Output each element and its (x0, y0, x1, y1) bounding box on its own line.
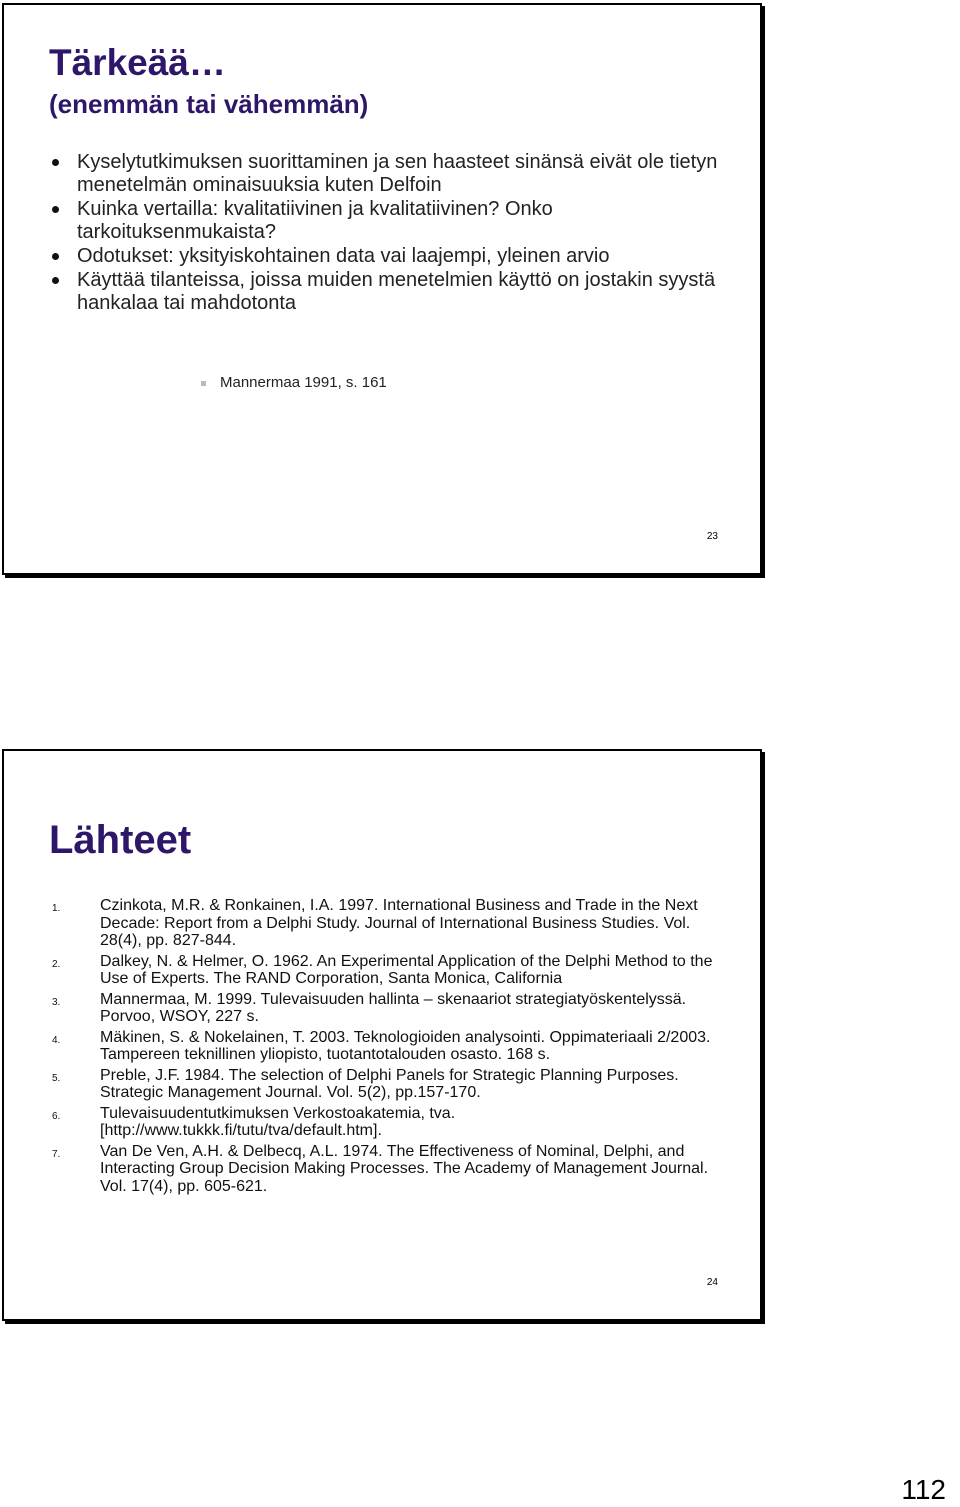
slide-subtitle: (enemmän tai vähemmän) (49, 89, 369, 119)
bullet-dot-icon (52, 277, 59, 284)
reference-item: 1. Czinkota, M.R. & Ronkainen, I.A. 1997. International Business and Trade in the Next Decade: Report from a Delphi Study. Journal of International Business Studies. Vol. 28(4), pp. 827-844. (52, 897, 698, 949)
square-bullet-icon (201, 381, 206, 386)
slide-page-number: 24 (706, 1277, 718, 1288)
bullet-list (50, 151, 740, 316)
bullet-dot-icon (52, 253, 59, 260)
bullet-item: Odotukset: yksityiskohtainen data vai laajempi, yleinen arvio (50, 245, 740, 268)
reference-item: 7. Van De Ven, A.H. & Delbecq, A.L. 1974. The Effectiveness of Nominal, Delphi, and Interacting Group Decision Making Processes. The Academy of Management Journal. Vol. 17(4), pp. 605-621. (52, 1142, 709, 1195)
bullet-item: Kyselytutkimuksen suorittaminen ja sen haasteet sinänsä eivät ole tietyn menetelmän ominaisuuksia kuten Delfoin (50, 151, 740, 197)
slide-23 (2, 3, 762, 575)
reference-item: 2. Dalkey, N. & Helmer, O. 1962. An Experimental Application of the Delphi Method to the Use of Experts. The RAND Corporation, Santa Monica, California (52, 952, 713, 987)
slide-title: Tärkeää… (49, 42, 226, 83)
reference-list (50, 897, 720, 1198)
slide-24 (2, 749, 762, 1321)
bullet-item: Kuinka vertailla: kvalitatiivinen ja kvalitatiivinen? Onko tarkoituksenmukaista? (50, 198, 740, 244)
reference-item: 3. Mannermaa, M. 1999. Tulevaisuuden hallinta – skenaariot strategiatyöskentelyssä. Porvoo, WSOY, 227 s. (52, 990, 687, 1025)
citation: Mannermaa 1991, s. 161 (201, 374, 387, 391)
reference-item: 5. Preble, J.F. 1984. The selection of Delphi Panels for Strategic Planning Purposes. Strategic Management Journal. Vol. 5(2), pp.157-170. (52, 1066, 679, 1101)
bullet-dot-icon (52, 159, 59, 166)
document-page-number: 112 (901, 1474, 946, 1505)
slide-page-number: 23 (706, 531, 718, 542)
reference-item: 6. Tulevaisuudentutkimuksen Verkostoakatemia, tva. [http://www.tukkk.fi/tutu/tva/default.htm]. (52, 1104, 456, 1139)
reference-item: 4. Mäkinen, S. & Nokelainen, T. 2003. Teknologioiden analysointi. Oppimateriaali 2/2003. Tampereen teknillinen yliopisto, tuotantotalouden osasto. 168 s. (52, 1028, 711, 1063)
bullet-dot-icon (52, 206, 59, 213)
slide-title: Lähteet (49, 818, 192, 862)
bullet-item: Käyttää tilanteissa, joissa muiden menetelmien käyttö on jostakin syystä hankalaa tai mahdotonta (50, 269, 740, 315)
